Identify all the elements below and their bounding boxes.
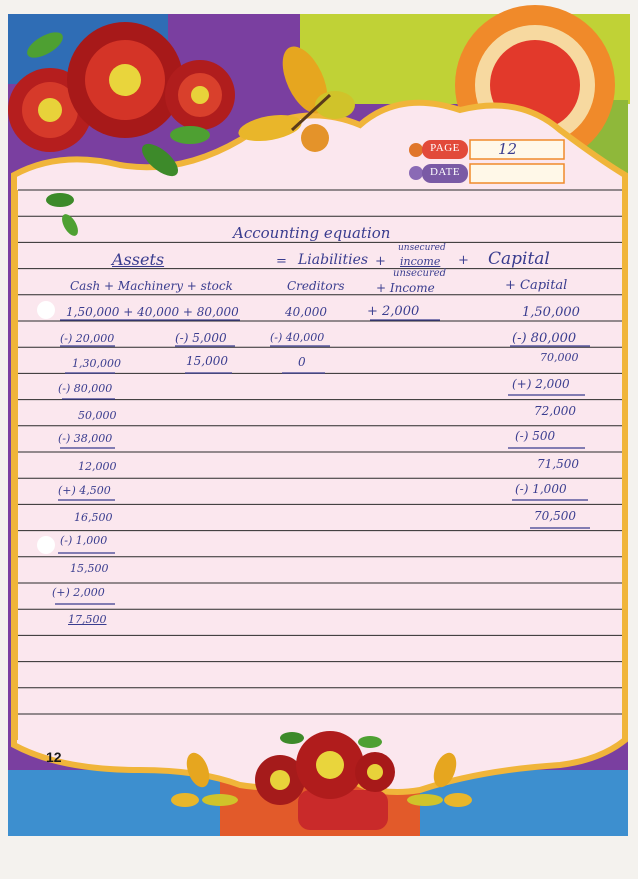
equation-plus-2: + <box>458 253 469 268</box>
heading-capital: + Capital <box>505 278 568 293</box>
equation-assets: Assets <box>112 250 165 269</box>
heading-income: + Income <box>376 281 435 295</box>
heading-assets: Cash + Machinery + stock <box>70 279 233 293</box>
cash-line: (+) 2,000 <box>52 586 105 599</box>
page-label: PAGE <box>430 142 460 154</box>
row1-creditors: 40,000 <box>285 305 327 319</box>
date-label: DATE <box>429 166 461 178</box>
row2-cash: (-) 20,000 <box>60 332 115 345</box>
equation-unsecured-income: income <box>400 255 441 268</box>
date-field[interactable] <box>480 166 560 181</box>
heading-unsecured-top: unsecured <box>393 268 447 279</box>
row3-cash: 1,30,000 <box>72 357 121 370</box>
capital-line: 70,500 <box>534 509 576 523</box>
capital-line: (+) 2,000 <box>512 377 570 391</box>
row2-stock: (-) 5,000 <box>175 331 227 345</box>
row1-assets: 1,50,000 + 40,000 + 80,000 <box>66 305 239 319</box>
row1-capital: 1,50,000 <box>522 305 580 320</box>
row3-stock: 15,000 <box>186 354 228 368</box>
cash-line: 16,500 <box>74 511 113 524</box>
cash-line: 15,500 <box>70 562 109 575</box>
row2-creditors: (-) 40,000 <box>270 331 325 344</box>
heading-creditors: Creditors <box>287 279 345 293</box>
cash-line: (+) 4,500 <box>58 484 111 497</box>
punch-hole-bottom <box>37 536 55 554</box>
row3-capital: 70,000 <box>540 351 579 364</box>
cash-line: 50,000 <box>78 409 117 422</box>
cash-line: (-) 80,000 <box>58 382 113 395</box>
punch-hole-top <box>37 301 55 319</box>
cash-line: 12,000 <box>78 460 117 473</box>
row2-capital: (-) 80,000 <box>512 331 577 346</box>
capital-line: 71,500 <box>537 457 579 471</box>
row3-creditors: 0 <box>298 355 306 369</box>
equation-plus-1: + <box>375 254 386 269</box>
row1-income: + 2,000 <box>367 304 420 319</box>
equation-unsecured-label: unsecured <box>398 243 446 253</box>
capital-line: (-) 500 <box>515 429 556 443</box>
cash-line: (-) 1,000 <box>60 534 108 547</box>
page-number-field[interactable]: 12 <box>498 140 518 158</box>
cash-line: 17,500 <box>68 613 107 626</box>
equation-equals: = <box>276 254 287 269</box>
equation-capital: Capital <box>488 249 550 269</box>
capital-line: (-) 1,000 <box>515 482 567 496</box>
capital-line: 72,000 <box>534 404 576 418</box>
equation-liabilities: Liabilities <box>298 252 369 268</box>
notes-title: Accounting equation <box>233 224 391 242</box>
cash-line: (-) 38,000 <box>58 432 113 445</box>
footer-page-number: 12 <box>46 749 62 765</box>
